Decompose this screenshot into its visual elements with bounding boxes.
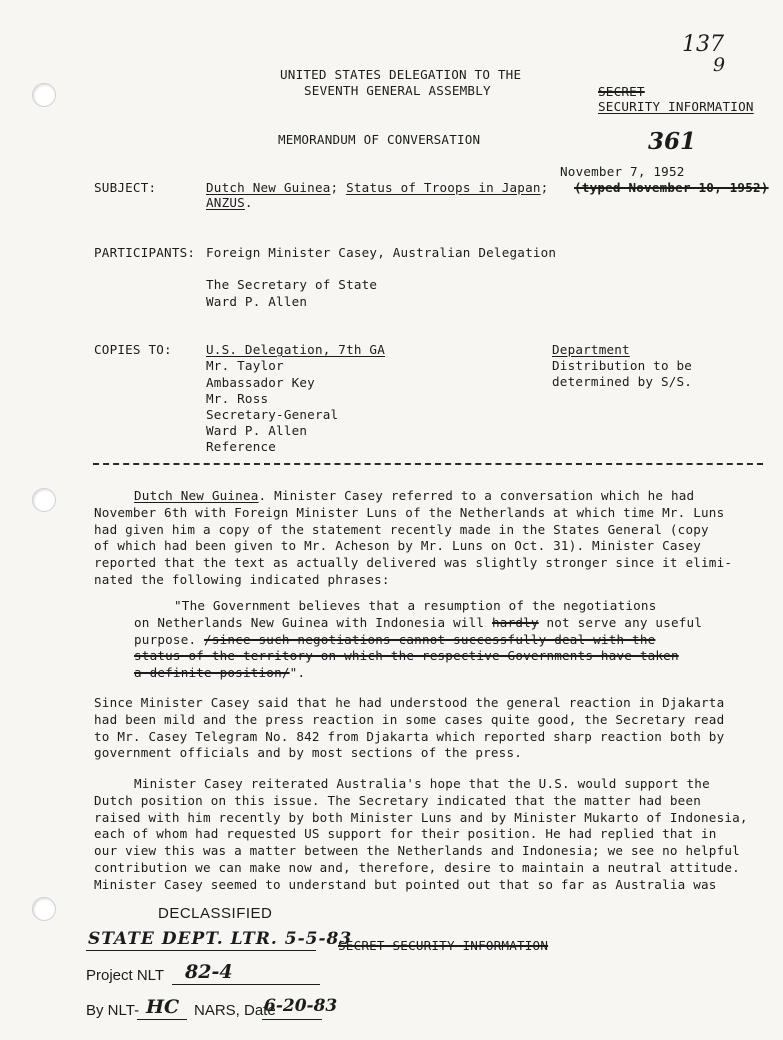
copies-recipient-5: Ward P. Allen	[206, 423, 308, 438]
punch-hole-bottom	[32, 897, 56, 921]
declassified-stamp: DECLASSIFIED	[158, 905, 273, 922]
nars-underline	[262, 1019, 322, 1020]
paragraph-1-line-1: Minister Casey referred to a conversation which he had	[274, 488, 695, 503]
participant-3: Ward P. Allen	[206, 294, 308, 309]
paragraph-3-line-6: contribution we can make now and, therefore, desire to maintain a neutral attitude.	[94, 859, 740, 875]
copies-recipient-2: Ambassador Key	[206, 375, 315, 390]
paragraph-3-line-5: our view this was a matter between the Netherlands and Indonesia; we see no helpful	[94, 843, 740, 859]
classification-marking: SECURITY INFORMATION	[598, 99, 754, 114]
paragraph-1-line-3: had given him a copy of the statement recently made in the States General (copy	[94, 521, 709, 537]
delegation-heading-line1: UNITED STATES DELEGATION TO THE	[280, 67, 522, 82]
paragraph-2-line-2: had been mild and the press reaction in some cases quite good, the Secretary read	[94, 711, 725, 727]
copies-recipient-1: Mr. Taylor	[206, 358, 284, 373]
department-heading: Department	[552, 342, 630, 357]
subject-typed-note: (typed November 10, 1952)	[574, 180, 769, 195]
page-number-handwritten: 137	[682, 32, 724, 57]
quote-line-1: "The Government believes that a resumption of the negotiations	[174, 598, 657, 613]
authority-underline	[86, 950, 316, 951]
subject-topic-3: ANZUS	[206, 195, 245, 210]
paragraph-2-line-4: government officials and by most sections of the press.	[94, 745, 523, 761]
project-value: 82-4	[185, 961, 233, 983]
paragraph-3-line-2: Dutch position on this issue. The Secretary indicated that the matter had been	[94, 792, 702, 808]
copies-recipient-6: Reference	[206, 439, 277, 454]
subject-line-2	[206, 195, 253, 210]
quote-end: ".	[289, 665, 306, 681]
delegation-heading-line2: SEVENTH GENERAL ASSEMBLY	[304, 83, 491, 98]
quote-line-3	[134, 632, 702, 649]
paragraph-1	[94, 488, 732, 589]
copies-heading: U.S. Delegation, 7th GA	[206, 342, 385, 357]
section-divider	[93, 463, 763, 465]
memo-date: November 7, 1952	[560, 164, 685, 179]
paragraph-2-line-1: Since Minister Casey said that he had understood the general reaction in Djakarta	[94, 695, 725, 710]
subject-topic-1: Dutch New Guinea	[206, 180, 331, 195]
quotation	[134, 598, 702, 682]
paragraph-1-line-4: of which had been given to Mr. Acheson by Mr. Luns on Oct. 31). Minister Casey	[94, 538, 702, 554]
paragraph-1-line-6: nated the following indicated phrases:	[94, 571, 390, 587]
subject-separator-1: ;	[330, 180, 347, 195]
copies-recipient-4: Secretary-General	[206, 407, 339, 422]
paragraph-3-line-3: raised with him recently by both Minister Luns and by Minister Mukarto of Indonesia,	[94, 809, 748, 825]
quote-struck-phrase-1: /since such negotiations cannot successfully deal with the	[204, 631, 656, 647]
participant-1: Foreign Minister Casey, Australian Delegation	[206, 245, 557, 260]
subject-end: .	[244, 195, 253, 210]
quote-struck-phrase-2: status of the territory on which the respective Governments have taken	[134, 648, 679, 664]
paragraph-3	[94, 776, 748, 894]
subject-topic-2: Status of Troops in Japan	[346, 180, 541, 195]
quote-line-2b: not serve any useful	[538, 614, 703, 630]
paragraph-1-line-5: reported that the text as actually delivered was slightly stronger since it elimi-	[94, 555, 733, 571]
department-line-1: Distribution to be	[552, 358, 693, 373]
quote-struck-word: hardly	[491, 614, 539, 630]
subject-label: SUBJECT:	[94, 180, 157, 195]
footer-classification-struck: SECRET SECURITY INFORMATION	[338, 938, 549, 953]
paragraph-3-line-1: Minister Casey reiterated Australia's hope that the U.S. would support the	[134, 776, 710, 791]
copies-recipient-3: Mr. Ross	[206, 391, 269, 406]
project-underline	[172, 984, 320, 985]
paragraph-1-line: Dutch New Guinea. Minister Casey referred to a conversation which he had	[134, 488, 695, 503]
paragraph-1-line-2: November 6th with Foreign Minister Luns of the Netherlands at which time Mr. Luns	[94, 504, 725, 520]
quote-line-3a: purpose.	[134, 631, 205, 647]
by-value: HC	[146, 996, 180, 1018]
by-label: By NLT-	[86, 1002, 140, 1019]
quote-line-2a: on Netherlands New Guinea with Indonesia will	[134, 614, 492, 630]
page-subnumber-handwritten: 9	[713, 54, 726, 76]
quote-line-5	[134, 665, 702, 682]
subject-line	[206, 180, 548, 195]
project-label: Project NLT	[86, 967, 165, 984]
quote-struck-phrase-3: a definite position/	[134, 665, 290, 681]
classification-struck: SECRET	[598, 84, 645, 99]
copies-label: COPIES TO:	[94, 342, 172, 357]
nars-label: NARS, Date	[194, 1002, 276, 1019]
document-number-handwritten: 361	[648, 128, 697, 155]
punch-hole-middle	[32, 488, 56, 512]
quote-line-2	[134, 615, 702, 632]
declassification-authority: STATE DEPT. LTR. 5-5-83	[88, 929, 353, 949]
paragraph-2-line-3: to Mr. Casey Telegram No. 842 from Djakarta which reported sharp reaction both by	[94, 728, 725, 744]
department-line-2: determined by S/S.	[552, 374, 693, 389]
punch-hole-top	[32, 83, 56, 107]
by-underline	[137, 1019, 187, 1020]
paragraph-2	[94, 695, 724, 762]
memo-title: MEMORANDUM OF CONVERSATION	[278, 132, 481, 147]
nars-date: 6-20-83	[264, 996, 338, 1016]
paragraph-1-heading: Dutch New Guinea	[134, 488, 259, 503]
participant-2: The Secretary of State	[206, 277, 378, 292]
paragraph-3-line-4: each of whom had requested US support for their position. He had replied that in	[94, 826, 717, 842]
participants-label: PARTICIPANTS:	[94, 245, 196, 260]
subject-separator-2: ;	[540, 180, 549, 195]
paragraph-3-line-7: Minister Casey seemed to understand but pointed out that so far as Australia was	[94, 876, 717, 892]
